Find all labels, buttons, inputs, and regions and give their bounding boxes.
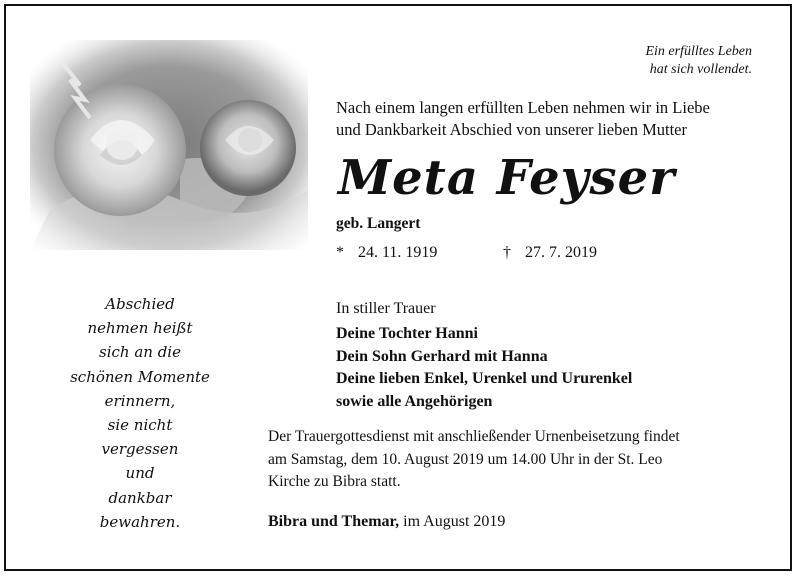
poem-line: sie nicht [107,416,173,435]
signature-date: im August 2019 [403,513,506,530]
mourner: Deine lieben Enkel, Urenkel und Ururenkel [336,370,633,387]
mourners-list [336,323,632,413]
poem-line: Abschied [105,295,175,313]
intro-line: und Dankbarkeit Abschied von unserer lieben Mutter [336,120,687,139]
motto [645,43,752,79]
poem-line: vergessen [101,440,179,459]
motto-line: hat sich vollendet. [649,62,752,77]
birth-date-value: 24. 11. 1919 [358,244,438,261]
mourning-heading: In stiller Trauer [336,300,436,317]
service-line: am Samstag, dem 10. August 2019 um 14.00 Uhr in der St. Leo [268,450,663,468]
mourner: sowie alle Angehörigen [336,392,493,410]
poem-line: nehmen heißt [87,319,193,338]
death-symbol: † [503,244,511,261]
poem-line: erinnern, [104,391,176,410]
mourner: Deine Tochter Hanni [336,325,478,342]
service-info [268,426,768,494]
service-line: Kirche zu Bibra statt. [268,473,401,490]
birth-symbol: * [336,244,344,261]
poem-line: schönen Momente [70,367,210,386]
roses-photo [30,40,308,250]
intro-line: Nach einem langen erfüllten Leben nehmen wir in Liebe [336,98,710,117]
signature-place: Bibra und Themar, [268,513,400,530]
mourner: Dein Sohn Gerhard mit Hanna [336,347,548,365]
birth-date [336,244,437,262]
deceased-name: Meta Feyser [338,150,676,206]
motto-line: Ein erfülltes Leben [645,44,752,59]
poem [44,292,236,534]
poem-line: bewahren. [99,512,181,531]
poem-line: dankbar [108,488,172,507]
poem-line: sich an die [99,343,181,362]
signature [268,513,505,531]
birth-name: geb. Langert [336,215,421,232]
death-date-value: 27. 7. 2019 [525,244,597,261]
intro-text [336,97,766,141]
death-date [503,244,597,262]
poem-line: und [125,464,155,483]
service-line: Der Trauergottesdienst mit anschließender Urnenbeisetzung findet [268,428,680,445]
